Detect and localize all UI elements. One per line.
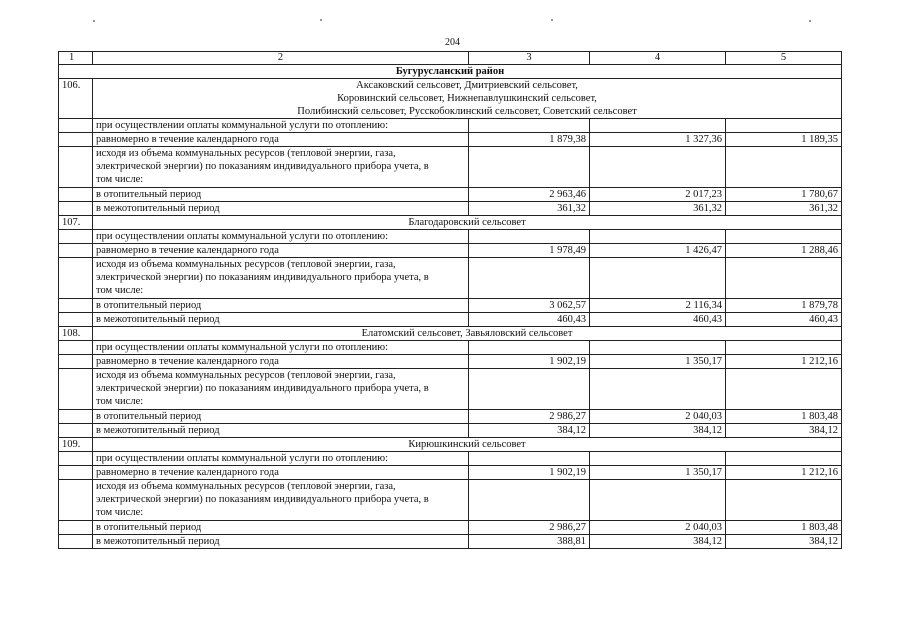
table-row — [59, 202, 842, 216]
section-title-line: Благодаровский сельсовет — [408, 217, 526, 228]
value-cell: 1 879,78 — [726, 299, 842, 313]
empty-cell — [59, 202, 93, 216]
table-row — [59, 147, 842, 188]
value-cell: 384,12 — [726, 424, 842, 438]
value-cell — [590, 230, 726, 244]
value-cell: 2 040,03 — [590, 410, 726, 424]
scan-speck — [551, 19, 553, 21]
value-cell — [590, 341, 726, 355]
value-cell: 1 212,16 — [726, 355, 842, 369]
value-cell: 1 212,16 — [726, 466, 842, 480]
empty-cell — [59, 299, 93, 313]
row-label: в отопительный период — [93, 188, 469, 202]
section-title-line: Аксаковский сельсовет, Дмитриевский сельсовет, — [356, 80, 578, 91]
section-title-line: Елатомский сельсовет, Завьяловский сельсовет — [361, 328, 573, 339]
row-label: исходя из объема коммунальных ресурсов (тепловой энергии, газа, электрической энергии) по показаниям индивидуального прибора учета, в том числе: — [93, 147, 469, 188]
row-label: в межотопительный период — [93, 535, 469, 549]
empty-cell — [59, 535, 93, 549]
value-cell — [726, 119, 842, 133]
value-cell: 1 902,19 — [469, 355, 590, 369]
row-label: при осуществлении оплаты коммунальной услуги по отоплению: — [93, 452, 469, 466]
row-label: в отопительный период — [93, 299, 469, 313]
value-cell — [726, 341, 842, 355]
table-row — [59, 188, 842, 202]
value-cell — [469, 230, 590, 244]
section-title — [93, 438, 842, 452]
value-cell: 1 902,19 — [469, 466, 590, 480]
row-label: при осуществлении оплаты коммунальной услуги по отоплению: — [93, 341, 469, 355]
row-label: при осуществлении оплаты коммунальной услуги по отоплению: — [93, 119, 469, 133]
value-cell: 361,32 — [726, 202, 842, 216]
value-cell — [590, 119, 726, 133]
header-cell: 3 — [469, 52, 590, 65]
row-label: равномерно в течение календарного года — [93, 244, 469, 258]
value-cell: 2 963,46 — [469, 188, 590, 202]
section-number: 107. — [59, 216, 93, 230]
section-title-line: Полибинский сельсовет, Русскобоклинский сельсовет, Советский сельсовет — [297, 106, 637, 117]
row-label: при осуществлении оплаты коммунальной услуги по отоплению: — [93, 230, 469, 244]
value-cell — [469, 258, 590, 299]
empty-cell — [59, 452, 93, 466]
table-row — [59, 133, 842, 147]
row-label: в межотопительный период — [93, 424, 469, 438]
table-row — [59, 369, 842, 410]
scan-speck — [93, 20, 95, 22]
value-cell: 2 017,23 — [590, 188, 726, 202]
value-cell: 460,43 — [590, 313, 726, 327]
value-cell: 1 780,67 — [726, 188, 842, 202]
page-number: 204 — [445, 37, 460, 48]
row-label: исходя из объема коммунальных ресурсов (тепловой энергии, газа, электрической энергии) по показаниям индивидуального прибора учета, в том числе: — [93, 258, 469, 299]
empty-cell — [59, 466, 93, 480]
value-cell — [469, 147, 590, 188]
section-title-row — [59, 79, 842, 119]
section-title-row — [59, 438, 842, 452]
value-cell — [726, 230, 842, 244]
section-title — [93, 79, 842, 119]
value-cell: 1 350,17 — [590, 466, 726, 480]
value-cell: 1 327,36 — [590, 133, 726, 147]
value-cell: 1 350,17 — [590, 355, 726, 369]
value-cell: 2 116,34 — [590, 299, 726, 313]
value-cell: 1 288,46 — [726, 244, 842, 258]
empty-cell — [59, 341, 93, 355]
value-cell — [726, 452, 842, 466]
header-cell: 4 — [590, 52, 726, 65]
value-cell — [590, 480, 726, 521]
empty-cell — [59, 521, 93, 535]
value-cell: 384,12 — [590, 424, 726, 438]
empty-cell — [59, 147, 93, 188]
table-row — [59, 341, 842, 355]
value-cell: 1 803,48 — [726, 521, 842, 535]
value-cell — [726, 147, 842, 188]
empty-cell — [59, 313, 93, 327]
table-row — [59, 480, 842, 521]
value-cell — [726, 369, 842, 410]
section-number: 109. — [59, 438, 93, 452]
table-row — [59, 258, 842, 299]
empty-cell — [59, 355, 93, 369]
scan-speck — [320, 19, 322, 21]
table-row — [59, 452, 842, 466]
tariff-table — [58, 51, 842, 549]
value-cell — [469, 480, 590, 521]
row-label: в межотопительный период — [93, 313, 469, 327]
value-cell: 361,32 — [590, 202, 726, 216]
empty-cell — [59, 188, 93, 202]
value-cell — [590, 147, 726, 188]
value-cell — [726, 480, 842, 521]
header-cell: 1 — [59, 52, 93, 65]
table-row — [59, 299, 842, 313]
value-cell: 384,12 — [726, 535, 842, 549]
section-title-row — [59, 327, 842, 341]
section-title — [93, 216, 842, 230]
empty-cell — [59, 133, 93, 147]
row-label: в отопительный период — [93, 521, 469, 535]
value-cell — [469, 119, 590, 133]
empty-cell — [59, 424, 93, 438]
value-cell: 3 062,57 — [469, 299, 590, 313]
section-title-row — [59, 216, 842, 230]
value-cell: 460,43 — [726, 313, 842, 327]
district-row — [59, 65, 842, 79]
table-row — [59, 466, 842, 480]
value-cell: 1 803,48 — [726, 410, 842, 424]
value-cell — [590, 258, 726, 299]
empty-cell — [59, 119, 93, 133]
section-number: 108. — [59, 327, 93, 341]
value-cell: 1 189,35 — [726, 133, 842, 147]
scan-speck — [809, 20, 811, 22]
table-row — [59, 521, 842, 535]
empty-cell — [59, 230, 93, 244]
empty-cell — [59, 480, 93, 521]
empty-cell — [59, 369, 93, 410]
table-row — [59, 119, 842, 133]
district-title: Бугурусланский район — [59, 65, 842, 79]
empty-cell — [59, 244, 93, 258]
value-cell — [469, 341, 590, 355]
value-cell: 384,12 — [469, 424, 590, 438]
section-title-line: Коровинский сельсовет, Нижнепавлушкинский сельсовет, — [337, 93, 597, 104]
section-number: 106. — [59, 79, 93, 119]
value-cell: 460,43 — [469, 313, 590, 327]
value-cell: 1 978,49 — [469, 244, 590, 258]
value-cell: 1 879,38 — [469, 133, 590, 147]
value-cell: 384,12 — [590, 535, 726, 549]
row-label: в отопительный период — [93, 410, 469, 424]
row-label: исходя из объема коммунальных ресурсов (тепловой энергии, газа, электрической энергии) по показаниям индивидуального прибора учета, в том числе: — [93, 369, 469, 410]
section-title — [93, 327, 842, 341]
row-label: равномерно в течение календарного года — [93, 355, 469, 369]
row-label: исходя из объема коммунальных ресурсов (тепловой энергии, газа, электрической энергии) по показаниям индивидуального прибора учета, в том числе: — [93, 480, 469, 521]
table-row — [59, 535, 842, 549]
section-title-line: Кирюшкинский сельсовет — [408, 439, 526, 450]
table-row — [59, 244, 842, 258]
table-row — [59, 313, 842, 327]
value-cell: 361,32 — [469, 202, 590, 216]
header-cell: 5 — [726, 52, 842, 65]
value-cell: 2 040,03 — [590, 521, 726, 535]
header-row — [59, 52, 842, 65]
value-cell — [590, 452, 726, 466]
value-cell: 2 986,27 — [469, 521, 590, 535]
table-row — [59, 424, 842, 438]
table-row — [59, 410, 842, 424]
row-label: в межотопительный период — [93, 202, 469, 216]
row-label: равномерно в течение календарного года — [93, 466, 469, 480]
value-cell — [590, 369, 726, 410]
value-cell — [469, 369, 590, 410]
value-cell: 388,81 — [469, 535, 590, 549]
header-cell: 2 — [93, 52, 469, 65]
value-cell: 1 426,47 — [590, 244, 726, 258]
empty-cell — [59, 410, 93, 424]
table-row — [59, 230, 842, 244]
empty-cell — [59, 258, 93, 299]
row-label: равномерно в течение календарного года — [93, 133, 469, 147]
value-cell — [469, 452, 590, 466]
table-row — [59, 355, 842, 369]
value-cell — [726, 258, 842, 299]
value-cell: 2 986,27 — [469, 410, 590, 424]
